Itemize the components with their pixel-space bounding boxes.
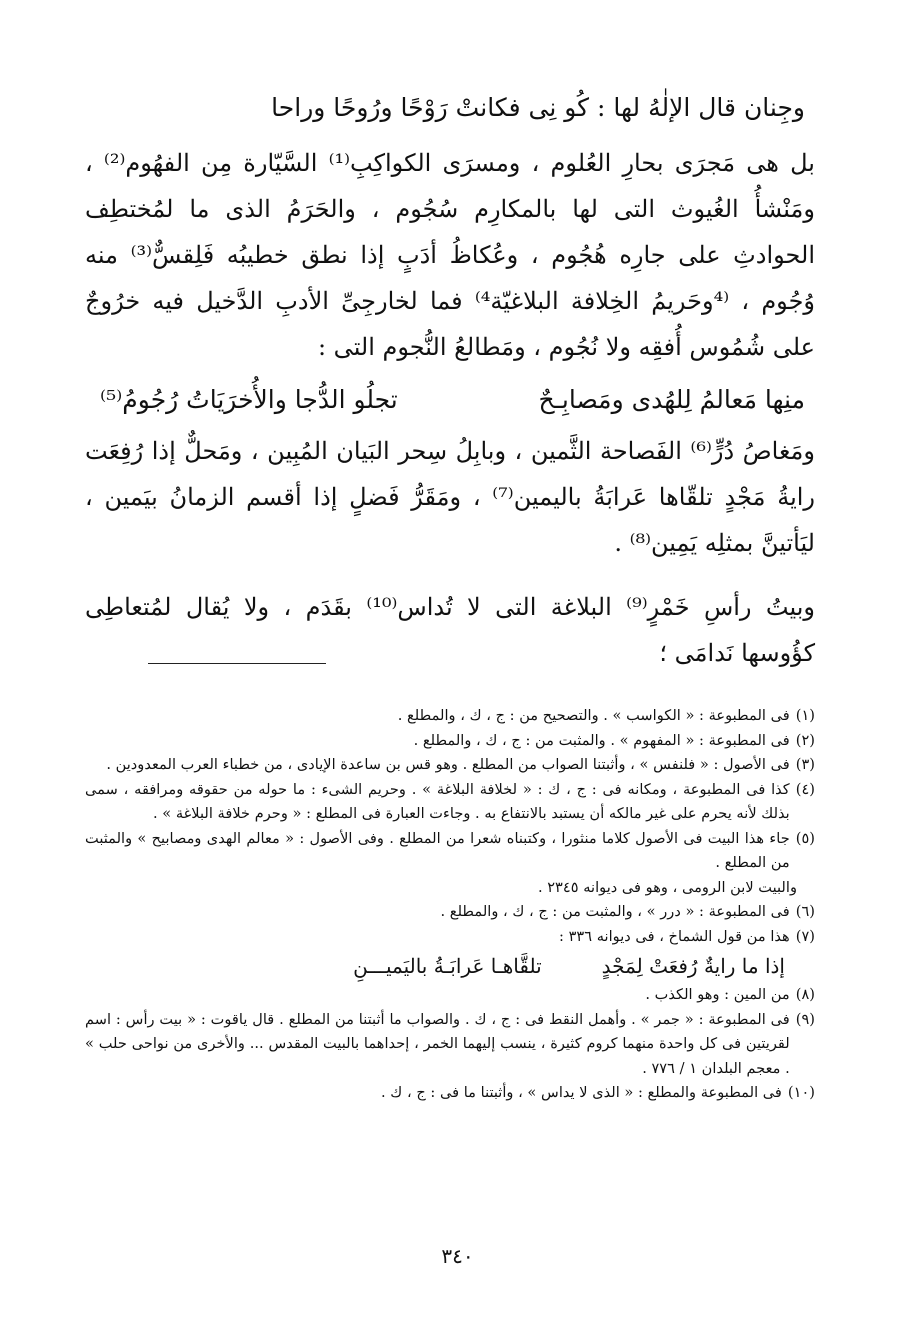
footnote-number: (٨) <box>795 986 815 1003</box>
prose-paragraph-1 <box>85 140 815 370</box>
footnote <box>85 983 815 1008</box>
footnote-number: (٣) <box>795 756 815 773</box>
footnote-number: (٢) <box>795 731 815 749</box>
footnote <box>85 753 815 778</box>
footnote-number: (٦) <box>795 903 815 920</box>
poem-verse <box>100 380 805 420</box>
footnote <box>85 1081 815 1106</box>
prose-text: بل هى مَجرَى بحارِ العُلوم ، ومسرَى الكواكِبِ⁽¹⁾ السَّيّارة مِن الفهُوم⁽²⁾ ، ومَنْشأُ الغُيوث التى لها بالمكارِم سُجُوم ، والحَرَمُ الذى ما لمُختطِف الحوادثِ على جارِه هُجُوم ، وعُكاظُ أدَبٍ إذا نطق خطيبُه فَلِقسٌّ⁽³⁾ منه وُجُوم ، ⁽⁴وحَريمُ الخِلافة البلاغيّة⁴⁾ فما لخارجِىِّ الأدبِ الدَّخيل فيه خرُوجٌ على شُمُوس أُفقِه ولا نُجُوم ، ومَطالعُ النُّجوم التى : <box>85 149 815 361</box>
verse-hemistich-left: تلقَّاهـا عَرابَـةُ باليَميـــنِ <box>353 954 542 978</box>
footnote <box>85 704 815 729</box>
verse-hemistich-left: تجلُو الدُّجا والأُخرَيَاتُ رُجُومُ⁽⁵⁾ <box>100 385 398 414</box>
footnote <box>85 1008 815 1082</box>
footnote-number: (٤) <box>795 780 815 798</box>
footnote <box>85 827 815 876</box>
footnote-text: فى المطبوعة : « المفهوم » . والمثبت من : ج ، ك ، والمطلع . <box>413 731 790 749</box>
footnote-separator <box>148 663 326 664</box>
footnote-text: جاء هذا البيت فى الأصول كلاما منثورا ، وكتبناه شعرا من المطلع . وفى الأصول : « معالم الهدى ومصابيح » والمثبت من المطلع . <box>85 829 790 871</box>
footnotes-block <box>85 704 815 1106</box>
footnote-text: فى المطبوعة : « درر » ، والمثبت من : ج ، ك ، والمطلع . <box>440 903 790 920</box>
footnote-text: فى الأصول : « فلنفس » ، وأثبتنا الصواب من المطلع . وهو قس بن ساعدة الإيادى ، من خطباء العرب المعدودين . <box>106 756 790 773</box>
page-number: ٣٤٠ <box>441 1244 474 1268</box>
footnote-text: هذا من قول الشماخ ، فى ديوانه ٣٣٦ : <box>559 927 790 945</box>
footnote-text: كذا فى المطبوعة ، ومكانه فى : ج ، ك : « لخلافة البلاغة » . وحريم الشىء : ما حوله من حقوقه ومرافقه ، سمى بذلك لأنه يحرم على غير مالكه أن يستبد بالانتفاع به . وجاءت العبارة فى المطلع : « وحرم خلافة البلاغة » . <box>85 780 790 822</box>
footnote-verse <box>85 951 815 981</box>
footnote-number: (٧) <box>795 927 815 945</box>
prose-text: ومَغاصُ دُرٍّ⁽⁶⁾ الفَصاحة الثَّمين ، وبابِلُ سِحر البَيان المُبِين ، ومَحلٌّ إذا رُفِعَت رايةُ مَجْدٍ تلقّاها عَرابَةُ باليمين⁽⁷⁾ ، ومَقَرُّ فَضلٍ إذا أقسم الزمانُ بيَمين ، ليَأتينَّ بمثلِه يَمِين⁽⁸⁾ . <box>85 437 816 557</box>
footnote-number: (١) <box>795 707 815 724</box>
footnote-number: (٥) <box>795 829 815 847</box>
footnote-text: فى المطبوعة : « الكواسب » . والتصحيح من : ج ، ك ، والمطلع . <box>397 707 790 724</box>
prose-text: وبيتُ رأسِ خَمْرٍ⁽⁹⁾ البلاغة التى لا تُداس⁽¹⁰⁾ بقَدَم ، ولا يُقال لمُتعاطِى كؤُوسها نَدامَى ؛ <box>85 593 815 667</box>
footnote <box>85 900 815 925</box>
opening-verse-line <box>100 88 805 128</box>
footnote-text: فى المطبوعة : « جمر » . وأهمل النقط فى : ج ، ك . والصواب ما أثبتنا من المطلع . قال ياقوت : « بيت رأس : اسم لقريتين فى كل واحدة منهما كروم كثيرة ، ينسب إليهما الخمر ، إحداهما بالبيت المقدس ... والأخرى من نواحى حلب » . معجم البلدان ١ / ٧٧٦ . <box>85 1010 790 1077</box>
verse-text: وجِنان قال الإلٰهُ لها : كُو نِى فكانتْ رَوْحًا ورُوحًا وراحا <box>271 93 805 122</box>
footnote <box>85 778 815 827</box>
prose-paragraph-2 <box>85 428 815 566</box>
verse-hemistich-right: منِها مَعالمُ لِلهُدى ومَصابِـحٌ <box>538 385 805 414</box>
footnote-text: فى المطبوعة والمطلع : « الذى لا يداس » ، وأثبتنا ما فى : ج ، ك . <box>381 1084 782 1101</box>
footnote-number: (١٠) <box>787 1084 815 1101</box>
footnote-number: (٩) <box>795 1010 815 1028</box>
footnote-continuation: والبيت لابن الرومى ، وهو فى ديوانه ٢٣٤٥ . <box>537 878 797 896</box>
verse-hemistich-right: إذا ما رايةٌ رُفعَتْ لِمَجْدٍ <box>601 954 785 978</box>
footnote <box>85 925 815 950</box>
footnote-text: من المين : وهو الكذب . <box>645 986 790 1003</box>
footnote <box>85 729 815 754</box>
